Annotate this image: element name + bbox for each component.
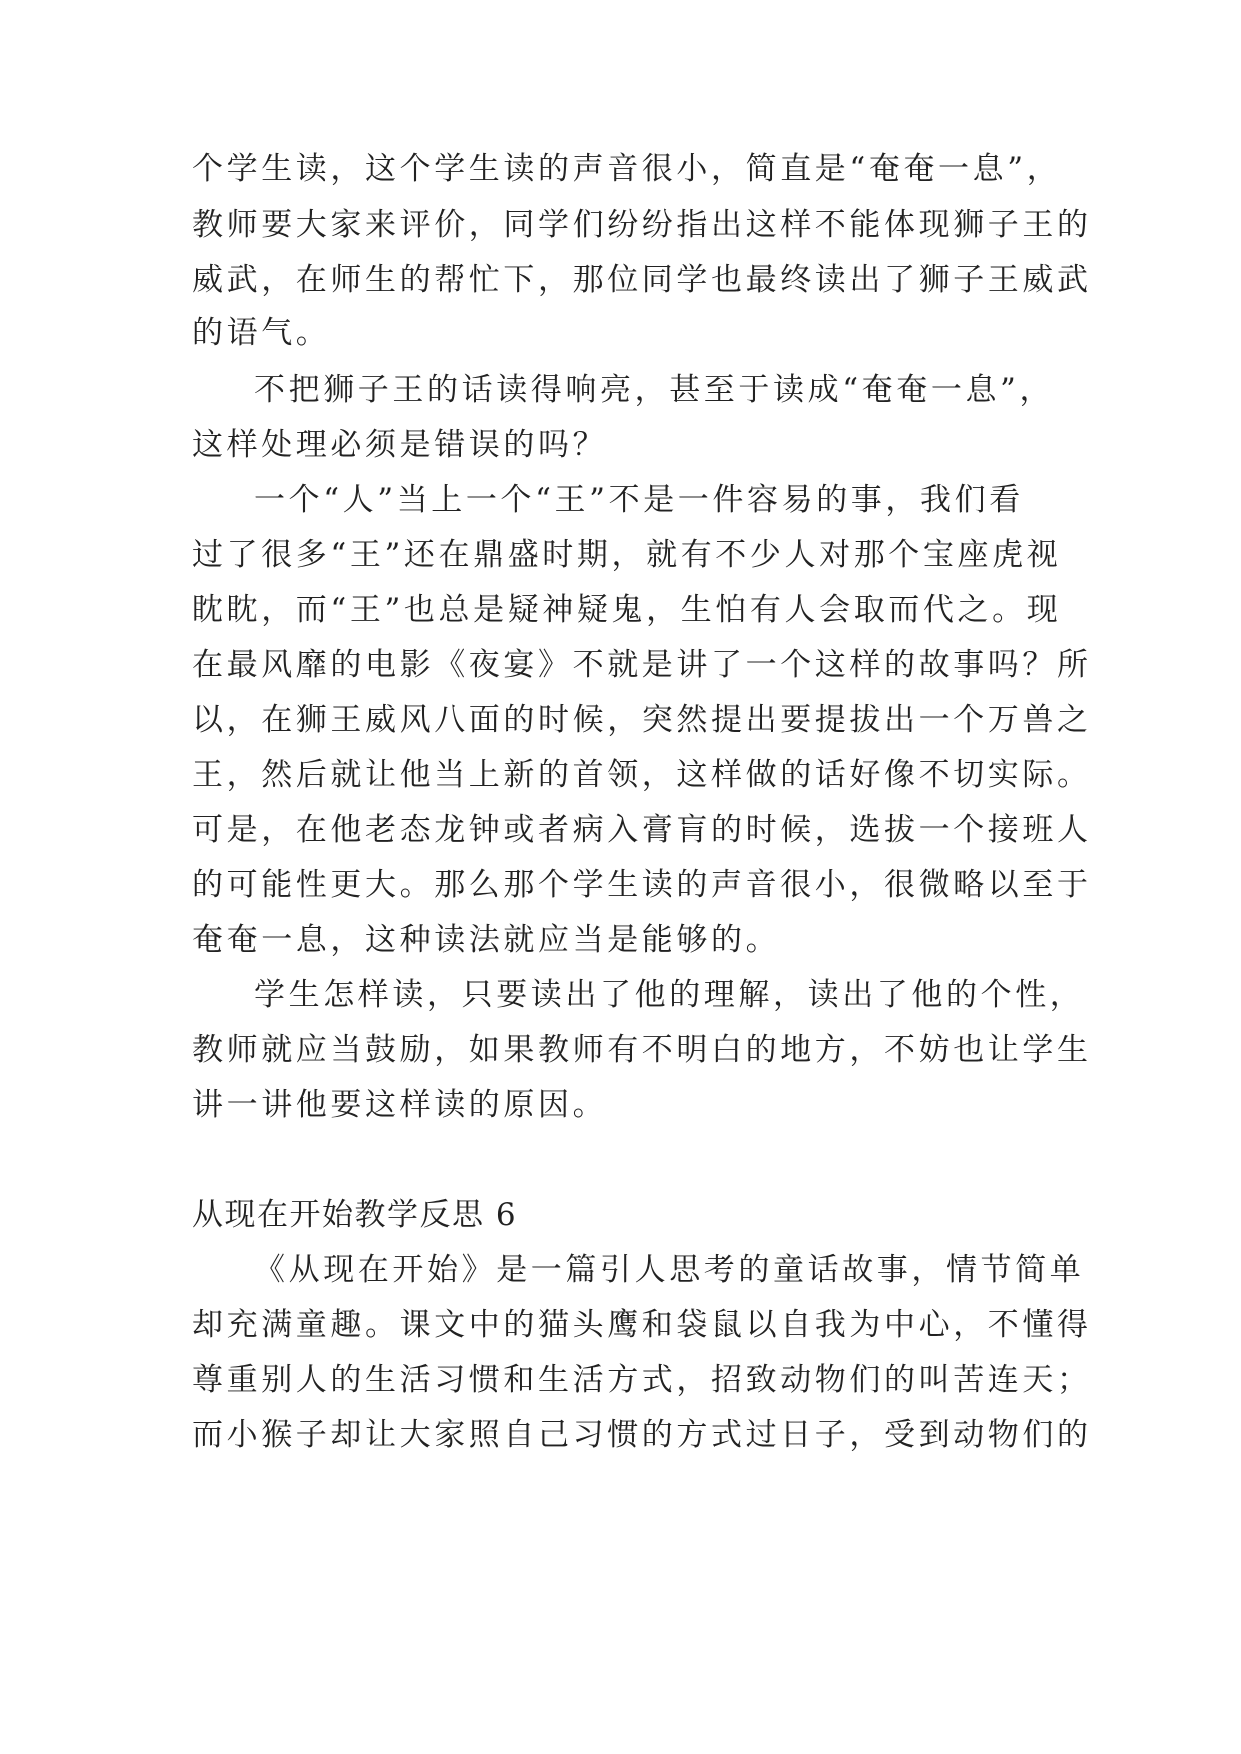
text-line: 个学生读，这个学生读的声音很小，简直是“奄奄一息”， <box>192 151 1062 187</box>
text-line: 的可能性更大。那么那个学生读的声音很小，很微略以至于 <box>192 867 1092 903</box>
text-line: 教师要大家来评价，同学们纷纷指出这样不能体现狮子王的 <box>192 207 1092 243</box>
text-line: 而小猴子却让大家照自己习惯的方式过日子，受到动物们的 <box>192 1417 1092 1453</box>
text-line: 教师就应当鼓励，如果教师有不明白的地方，不妨也让学生 <box>192 1032 1092 1068</box>
text-line: 眈眈，而“王”也总是疑神疑鬼，生怕有人会取而代之。现 <box>192 592 1062 628</box>
text-line: 过了很多“王”还在鼎盛时期，就有不少人对那个宝座虎视 <box>192 537 1062 573</box>
text-line: 可是，在他老态龙钟或者病入膏肓的时候，选拔一个接班人 <box>192 812 1092 848</box>
text-line: 这样处理必须是错误的吗？ <box>192 427 608 463</box>
text-line: 王，然后就让他当上新的首领，这样做的话好像不切实际。 <box>192 757 1092 793</box>
text-line: 威武，在师生的帮忙下，那位同学也最终读出了狮子王威武 <box>192 262 1092 298</box>
text-line: 的语气。 <box>192 315 331 351</box>
text-line: 奄奄一息，这种读法就应当是能够的。 <box>192 922 781 958</box>
text-line: 在最风靡的电影《夜宴》不就是讲了一个这样的故事吗？所 <box>192 647 1092 683</box>
text-line: 却充满童趣。课文中的猫头鹰和袋鼠以自我为中心，不懂得 <box>192 1307 1092 1343</box>
text-line: 讲一讲他要这样读的原因。 <box>192 1087 608 1123</box>
text-line: 尊重别人的生活习惯和生活方式，招致动物们的叫苦连天； <box>192 1362 1092 1398</box>
text-line: 不把狮子王的话读得响亮，甚至于读成“奄奄一息”， <box>254 372 1055 408</box>
text-line: 《从现在开始》是一篇引人思考的童话故事，情节简单 <box>254 1252 1085 1288</box>
section-heading: 从现在开始教学反思 6 <box>192 1197 518 1233</box>
text-line: 一个“人”当上一个“王”不是一件容易的事，我们看 <box>254 482 1024 518</box>
text-line: 学生怎样读，只要读出了他的理解，读出了他的个性， <box>254 977 1085 1013</box>
text-line: 以，在狮王威风八面的时候，突然提出要提拔出一个万兽之 <box>192 702 1092 738</box>
